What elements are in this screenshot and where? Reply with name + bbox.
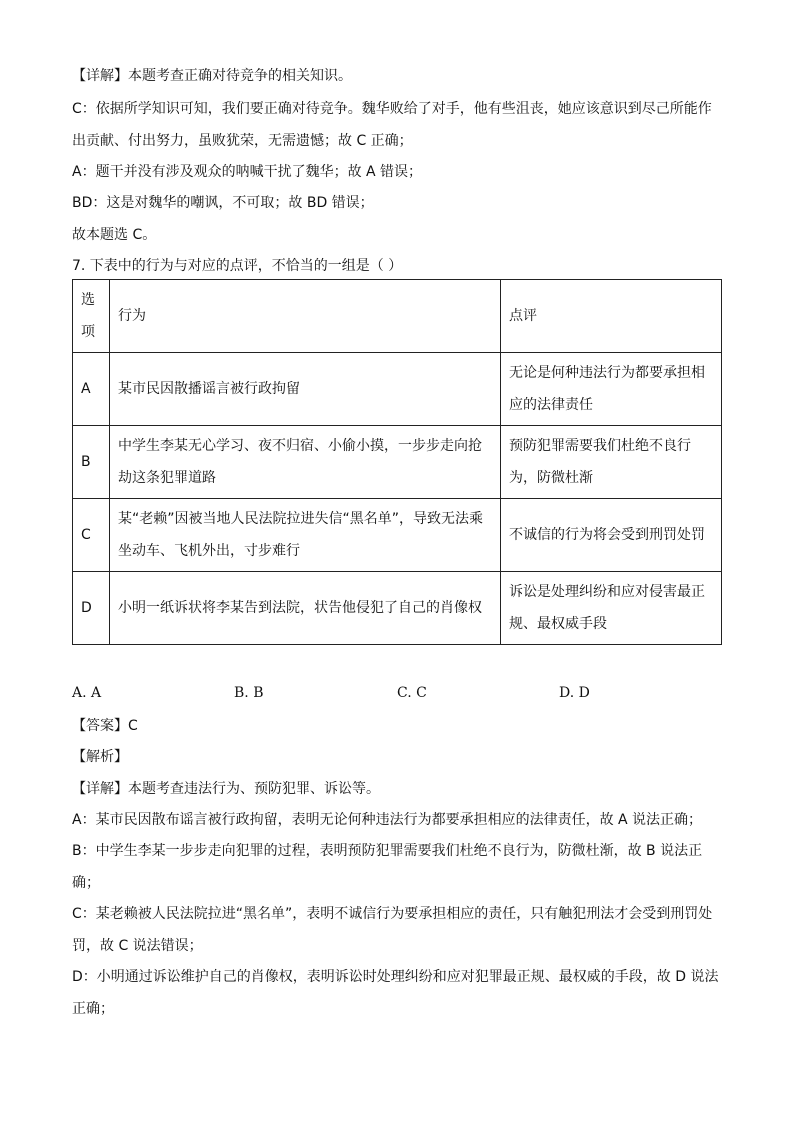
row-behavior-cell: 中学生李某无心学习、夜不归宿、小偷小摸，一步步走向抢劫这条犯罪道路 xyxy=(110,426,501,499)
prev-c-line-1: C：依据所学知识可知，我们要正确对待竞争。魏华败给了对手，他有些沮丧，她应该意识到尽己所能作 xyxy=(72,101,712,117)
header-behavior-cell: 行为 xyxy=(110,280,501,353)
explanation-detail: 【详解】本题考查违法行为、预防犯罪、诉讼等。 xyxy=(72,781,380,797)
prev-conclusion: 故本题选 C。 xyxy=(72,227,157,243)
row-behavior-cell: 小明一纸诉状将李某告到法院，状告他侵犯了自己的肖像权 xyxy=(110,572,501,645)
prev-c-line-2: 出贡献、付出努力，虽败犹荣，无需遗憾；故 C 正确； xyxy=(72,133,413,149)
row-option-cell: B xyxy=(73,426,110,499)
explanation-d-line-1: D：小明通过诉讼维护自己的肖像权，表明诉讼时处理纠纷和应对犯罪最正规、最权威的手段，故 D 说法 xyxy=(72,969,719,985)
row-comment-cell: 不诚信的行为将会受到刑罚处罚 xyxy=(501,499,722,572)
explanation-a-line: A：某市民因散布谣言被行政拘留，表明无论何种违法行为都要承担相应的法律责任，故 A 说法正确； xyxy=(72,812,703,828)
table-row xyxy=(73,499,722,572)
table-row xyxy=(73,426,722,499)
header-option-cell xyxy=(73,280,110,353)
analysis-label: 【解析】 xyxy=(72,749,128,765)
table-header-row xyxy=(73,280,722,353)
prev-bd-line: BD：这是对魏华的嘲讽，不可取；故 BD 错误； xyxy=(72,195,374,211)
row-option-cell: C xyxy=(73,499,110,572)
explanation-c-line-2: 罚，故 C 说法错误； xyxy=(72,938,203,954)
question-table xyxy=(72,279,722,645)
row-option-cell: A xyxy=(73,353,110,426)
table-row xyxy=(73,572,722,645)
row-behavior-cell: 某市民因散播谣言被行政拘留 xyxy=(110,353,501,426)
answer-options xyxy=(72,685,721,703)
option-a[interactable]: A. A xyxy=(72,685,102,701)
option-b[interactable]: B. B xyxy=(234,685,264,701)
answer-line: 【答案】C xyxy=(72,718,138,734)
option-c[interactable]: C. C xyxy=(397,685,427,701)
table-row xyxy=(73,353,722,426)
option-d[interactable]: D. D xyxy=(559,685,590,701)
explanation-d-line-2: 正确； xyxy=(72,1001,114,1017)
question-stem: 7. 下表中的行为与对应的点评，不恰当的一组是（ ） xyxy=(72,258,403,274)
header-comment-cell: 点评 xyxy=(501,280,722,353)
prev-detail-line: 【详解】本题考查正确对待竞争的相关知识。 xyxy=(72,68,352,84)
prev-a-line: A：题干并没有涉及观众的呐喊干扰了魏华；故 A 错误； xyxy=(72,164,423,180)
explanation-c-line-1: C：某老赖被人民法院拉进“黑名单”，表明不诚信行为要承担相应的责任，只有触犯刑法才会受到刑罚处 xyxy=(72,906,713,922)
row-comment-cell: 诉讼是处理纠纷和应对侵害最正规、最权威手段 xyxy=(501,572,722,645)
row-option-cell: D xyxy=(73,572,110,645)
header-option-line-1: 选 xyxy=(81,292,95,308)
explanation-b-line-1: B：中学生李某一步步走向犯罪的过程，表明预防犯罪需要我们杜绝不良行为，防微杜渐，故 B 说法正 xyxy=(72,843,703,859)
row-comment-cell: 预防犯罪需要我们杜绝不良行为，防微杜渐 xyxy=(501,426,722,499)
explanation-b-line-2: 确； xyxy=(72,875,100,891)
row-behavior-cell: 某“老赖”因被当地人民法院拉进失信“黑名单”，导致无法乘坐动车、飞机外出，寸步难行 xyxy=(110,499,501,572)
header-option-line-2: 项 xyxy=(81,324,95,340)
row-comment-cell: 无论是何种违法行为都要承担相应的法律责任 xyxy=(501,353,722,426)
